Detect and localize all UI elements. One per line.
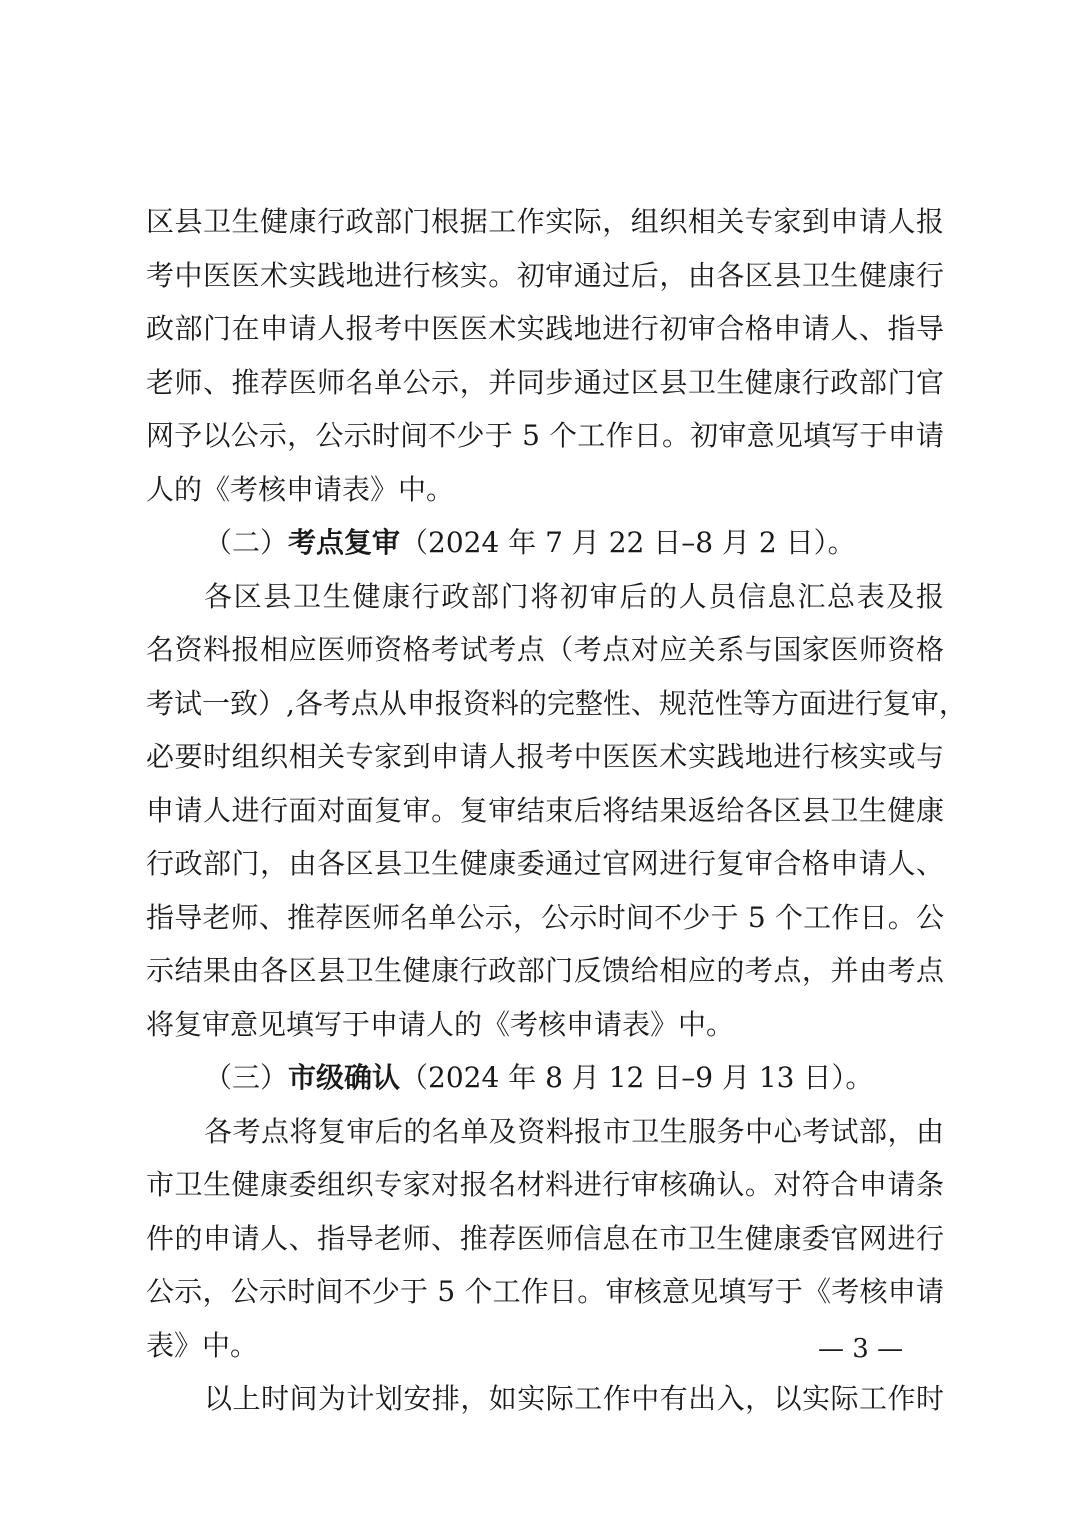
document-body	[146, 195, 967, 1426]
text-line: 人的《考核申请表》中。	[146, 472, 455, 506]
text-line: 市卫生健康委组织专家对报名材料进行审核确认。对符合申请条	[146, 1168, 944, 1201]
section-date: （2024 年 7 月 22 日–8 月 2 日）。	[400, 526, 856, 559]
section-heading-exam-site-review	[146, 516, 944, 570]
text-line: 政部门在申请人报考中医医术实践地进行初审合格申请人、指导	[146, 312, 944, 345]
paragraph-closing	[146, 1372, 944, 1426]
text-line: 件的申请人、指导老师、推荐医师信息在市卫生健康委官网进行	[146, 1221, 944, 1255]
section-title: 考点复审	[288, 526, 401, 559]
text-line: 示结果由各区县卫生健康行政部门反馈给相应的考点，并由考点	[146, 954, 944, 987]
text-line: 公示，公示时间不少于 5 个工作日。审核意见填写于《考核申请	[146, 1275, 944, 1308]
paragraph-exam-site-review	[146, 570, 967, 1052]
paragraph-review-continuation	[146, 195, 944, 516]
text-line: 区县卫生健康行政部门根据工作实际，组织相关专家到申请人报	[146, 205, 944, 238]
text-line: 以上时间为计划安排，如实际工作中有出入，以实际工作时	[204, 1382, 944, 1415]
section-date: （2024 年 8 月 12 日–9 月 13 日）。	[400, 1061, 874, 1094]
page-number: — 3 —	[818, 1334, 904, 1364]
text-line: 网予以公示，公示时间不少于 5 个工作日。初审意见填写于申请	[146, 419, 944, 452]
section-number: （三）	[204, 1061, 289, 1094]
text-line: 考试一致）,各考点从申报资料的完整性、规范性等方面进行复审，	[146, 686, 967, 720]
text-line: 各区县卫生健康行政部门将初审后的人员信息汇总表及报	[204, 579, 944, 613]
text-line: 老师、推荐医师名单公示，并同步通过区县卫生健康行政部门官	[146, 365, 944, 399]
text-line: 将复审意见填写于申请人的《考核申请表》中。	[146, 1007, 735, 1041]
text-line: 考中医医术实践地进行核实。初审通过后，由各区县卫生健康行	[146, 258, 944, 292]
text-line: 必要时组织相关专家到申请人报考中医医术实践地进行核实或与	[146, 740, 944, 773]
section-number: （二）	[204, 526, 289, 559]
text-line: 申请人进行面对面复审。复审结束后将结果返给各区县卫生健康	[146, 793, 944, 827]
paragraph-city-confirmation	[146, 1105, 944, 1373]
text-line: 各考点将复审后的名单及资料报市卫生服务中心考试部，由	[204, 1114, 944, 1148]
text-line: 指导老师、推荐医师名单公示，公示时间不少于 5 个工作日。公	[146, 900, 944, 934]
text-line: 表》中。	[146, 1328, 259, 1362]
text-line: 行政部门，由各区县卫生健康委通过官网进行复审合格申请人、	[146, 847, 944, 880]
section-title: 市级确认	[288, 1061, 401, 1094]
text-line: 名资料报相应医师资格考试考点（考点对应关系与国家医师资格	[146, 633, 944, 666]
section-heading-city-confirmation	[146, 1051, 944, 1105]
